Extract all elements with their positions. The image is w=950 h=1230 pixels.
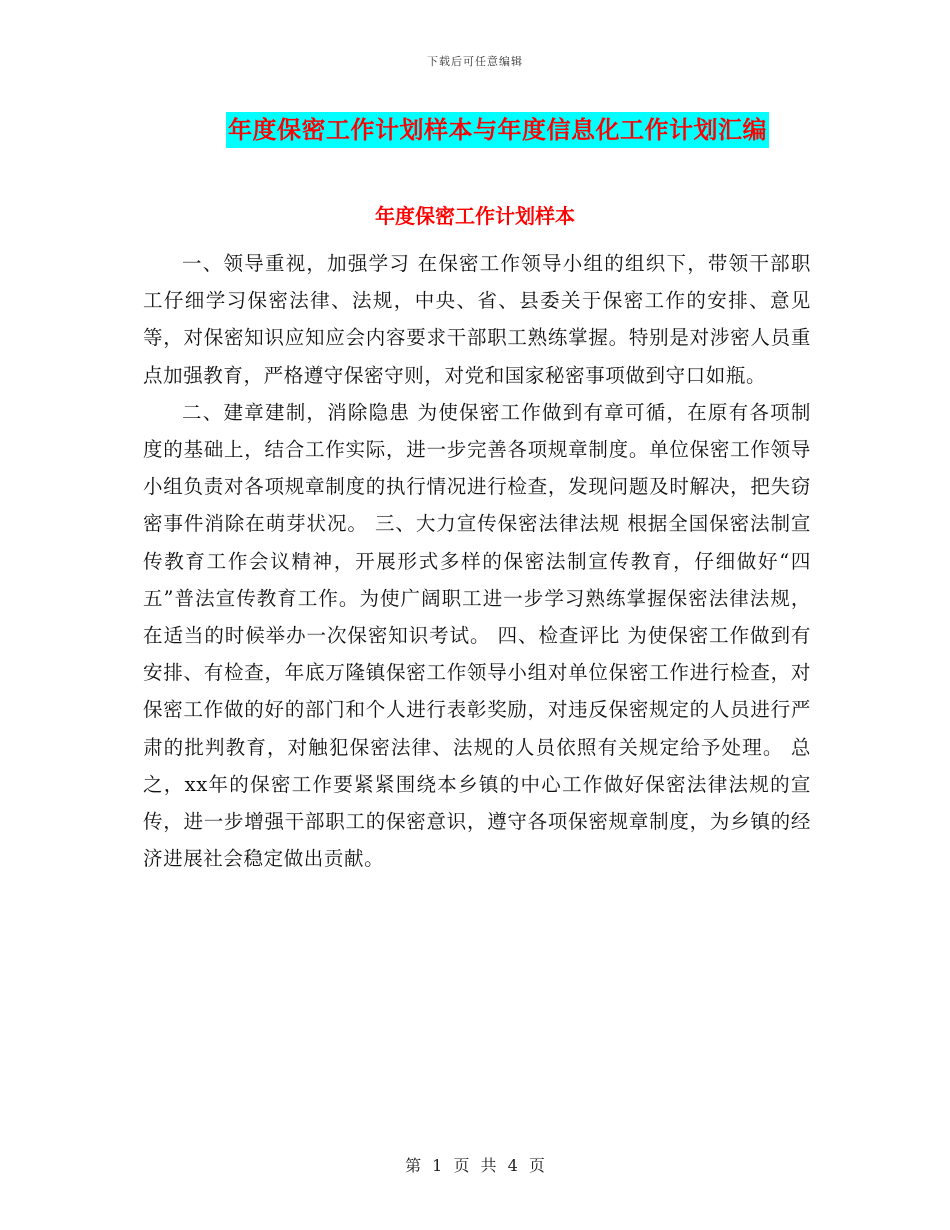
paragraph-1: 一、领导重视，加强学习 在保密工作领导小组的组织下，带领干部职工仔细学习保密法律、法规，中央、省、县委关于保密工作的安排、意见等，对保密知识应知应会内容要求干部职工熟练掌握。特别是对涉密人员重点加强教育，严格遵守保密守则，对党和国家秘密事项做到守口如瓶。 xyxy=(143,252,811,387)
paragraph-2: 二、建章建制，消除隐患 为使保密工作做到有章可循，在原有各项制度的基础上，结合工作实际，进一步完善各项规章制度。单位保密工作领导小组负责对各项规章制度的执行情况进行检查，发现问题及时解决，把失窃密事件消除在萌芽状况。 三、大力宣传保密法律法规 根据全国保密法制宣传教育工作会议精神，开展形式多样的保密法制宣传教育，仔细做好“四五”普法宣传教育工作。为使广阔职工进一步学习熟练掌握保密法律法规，在适当的时候举办一次保密知识考试。 四、检查评比 为使保密工作做到有安排、有检查，年底万隆镇保密工作领导小组对单位保密工作进行检查，对保密工作做的好的部门和个人进行表彰奖励，对违反保密规定的人员进行严肃的批判教育，对触犯保密法律、法规的人员依照有关规定给予处理。 总之，xx年的保密工作要紧紧围绕本乡镇的中心工作做好保密法律法规的宣传，进一步增强干部职工的保密意识，遵守各项保密规章制度，为乡镇的经济进展社会稳定做出贡献。 xyxy=(143,400,811,871)
page-number-footer: 第 1 页 共 4 页 xyxy=(405,1156,545,1175)
document-body xyxy=(143,245,811,877)
main-title-container xyxy=(0,112,950,148)
page-header-note: 下载后可任意编辑 xyxy=(427,55,523,68)
section-title: 年度保密工作计划样本 xyxy=(375,204,575,228)
document-main-title: 年度保密工作计划样本与年度信息化工作计划汇编 xyxy=(226,112,769,148)
